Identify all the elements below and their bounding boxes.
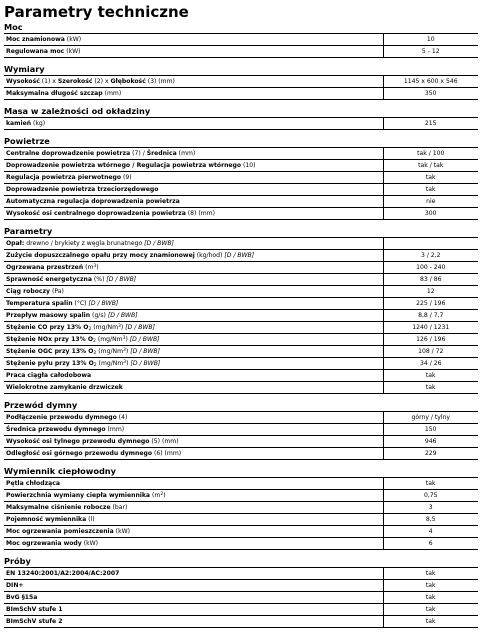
spec-label: DIN+ xyxy=(4,580,383,592)
section-title: Parametry xyxy=(4,226,53,236)
spec-value: 126 / 196 xyxy=(383,334,478,346)
spec-value: 8,8 / 7,7 xyxy=(383,310,478,322)
spec-value: tak xyxy=(383,604,478,616)
spec-row xyxy=(4,358,478,370)
spec-label: Podłączenie przewodu dymnego (4) xyxy=(4,412,383,424)
spec-row xyxy=(4,322,478,334)
spec-table xyxy=(4,477,478,550)
spec-value: tak / tak xyxy=(383,160,478,172)
spec-row xyxy=(4,490,478,502)
spec-row xyxy=(4,148,478,160)
spec-table xyxy=(4,411,478,460)
spec-value: tak xyxy=(383,568,478,580)
spec-label: Ogrzewana przestrzeń $(m^3)$ xyxy=(4,262,383,274)
spec-label: Moc znamionowa (kW) xyxy=(4,34,383,46)
spec-row xyxy=(4,286,478,298)
spec-row xyxy=(4,274,478,286)
spec-label: Automatyczna regulacja doprowadzenia powietrza xyxy=(4,196,383,208)
spec-value: tak xyxy=(383,382,478,394)
spec-table xyxy=(4,147,478,220)
spec-row xyxy=(4,448,478,460)
section-title: Powietrze xyxy=(4,136,50,146)
spec-value xyxy=(383,238,478,250)
spec-label: Przepływ masowy spalin (g/s) [D / BWB] xyxy=(4,310,383,322)
spec-table xyxy=(4,75,478,100)
spec-label: Maksymalne ciśnienie robocze (bar) xyxy=(4,502,383,514)
spec-value: 225 / 196 xyxy=(383,298,478,310)
spec-value: 100 - 240 xyxy=(383,262,478,274)
spec-value: 215 xyxy=(383,118,478,130)
spec-label: Wysokość osi tylnego przewodu dymnego (5) (mm) xyxy=(4,436,383,448)
spec-label: Ciąg roboczy (Pa) xyxy=(4,286,383,298)
spec-row xyxy=(4,514,478,526)
spec-row xyxy=(4,238,478,250)
spec-value: nie xyxy=(383,196,478,208)
spec-label: Regulacja powietrza pierwotnego (9) xyxy=(4,172,383,184)
spec-value: 83 / 86 xyxy=(383,274,478,286)
spec-label: Średnica przewodu dymnego (mm) xyxy=(4,424,383,436)
section-title: Próby xyxy=(4,556,31,566)
spec-label: Stężenie OGC przy 13% $O_2$ (mg/Nm$^3$) [D / BWB] xyxy=(4,346,383,358)
spec-value: tak xyxy=(383,370,478,382)
section-title: Masa w zależności od okładziny xyxy=(4,106,151,116)
spec-label: Praca ciągła całodobowa xyxy=(4,370,383,382)
spec-label: Odległość osi górnego przewodu dymnego (6) (mm) xyxy=(4,448,383,460)
spec-value: 12 xyxy=(383,286,478,298)
spec-row xyxy=(4,172,478,184)
spec-row xyxy=(4,424,478,436)
spec-row xyxy=(4,208,478,220)
spec-table xyxy=(4,33,478,58)
spec-row xyxy=(4,88,478,100)
spec-row xyxy=(4,346,478,358)
spec-value: 229 xyxy=(383,448,478,460)
spec-row xyxy=(4,118,478,130)
spec-label: Wysokość osi centralnego doprowadzenia powietrza (8) (mm) xyxy=(4,208,383,220)
spec-label: Stężenie CO przy 13% $O_2$ (mg/Nm$^3$) [D / BWB] xyxy=(4,322,383,334)
spec-row xyxy=(4,184,478,196)
spec-label: BImSchV stufe 1 xyxy=(4,604,383,616)
section-title: Moc xyxy=(4,22,23,32)
spec-value: 1240 / 1231 xyxy=(383,322,478,334)
spec-row xyxy=(4,592,478,604)
spec-row xyxy=(4,568,478,580)
spec-table xyxy=(4,567,478,628)
spec-label: Opał: drewno / brykiety z węgla brunatnego [D / BWB] xyxy=(4,238,383,250)
spec-row xyxy=(4,76,478,88)
spec-value: 3 / 2,2 xyxy=(383,250,478,262)
spec-value: 108 / 72 xyxy=(383,346,478,358)
spec-row xyxy=(4,262,478,274)
spec-value: tak xyxy=(383,616,478,628)
spec-label: Stężenie NOx przy 13% $O_2$ (mg/Nm$^3$) [D / BWB] xyxy=(4,334,383,346)
section-title: Przewód dymny xyxy=(4,400,78,410)
spec-row xyxy=(4,538,478,550)
spec-label: Doprowadzenie powietrza wtórnego / Regulacja powietrza wtórnego (10) xyxy=(4,160,383,172)
spec-row xyxy=(4,34,478,46)
spec-value: 150 xyxy=(383,424,478,436)
spec-value: górny / tylny xyxy=(383,412,478,424)
spec-row xyxy=(4,436,478,448)
spec-label: Sprawność energetyczna (%) [D / BWB] xyxy=(4,274,383,286)
spec-label: Pojemność wymiennika (l) xyxy=(4,514,383,526)
spec-value: tak xyxy=(383,184,478,196)
spec-label: Centralne doprowadzenie powietrza (7) / Średnica (mm) xyxy=(4,148,383,160)
spec-value: 946 xyxy=(383,436,478,448)
spec-value: 350 xyxy=(383,88,478,100)
spec-label: Wysokość (1) x Szerokość (2) x Głębokość (3) (mm) xyxy=(4,76,383,88)
spec-value: 5 - 12 xyxy=(383,46,478,58)
spec-table xyxy=(4,237,478,394)
spec-row xyxy=(4,370,478,382)
spec-label: Pętla chłodząca xyxy=(4,478,383,490)
spec-label: Maksymalna długość szczap (mm) xyxy=(4,88,383,100)
spec-value: 8,5 xyxy=(383,514,478,526)
spec-row xyxy=(4,196,478,208)
spec-value: tak xyxy=(383,580,478,592)
spec-row xyxy=(4,580,478,592)
spec-value: tak / 100 xyxy=(383,148,478,160)
spec-row xyxy=(4,250,478,262)
spec-label: Zużycie dopuszczalnego opału przy mocy znamionowej (kg/hod) [D / BWB] xyxy=(4,250,383,262)
spec-row xyxy=(4,160,478,172)
spec-label: kamień (kg) xyxy=(4,118,383,130)
spec-value: tak xyxy=(383,592,478,604)
spec-label: Stężenie pyłu przy 13% $O_2$ (mg/Nm$^3$) [D / BWB] xyxy=(4,358,383,370)
spec-value: 34 / 26 xyxy=(383,358,478,370)
spec-label: Wielokrotne zamykanie drzwiczek xyxy=(4,382,383,394)
spec-value: tak xyxy=(383,478,478,490)
spec-row xyxy=(4,478,478,490)
spec-label: Doprowadzenie powietrza trzeciorzędowego xyxy=(4,184,383,196)
spec-table xyxy=(4,117,478,130)
spec-label: Moc ogrzewania wody (kW) xyxy=(4,538,383,550)
spec-row xyxy=(4,334,478,346)
spec-row xyxy=(4,46,478,58)
spec-row xyxy=(4,502,478,514)
spec-value: 300 xyxy=(383,208,478,220)
spec-row xyxy=(4,310,478,322)
spec-value: 10 xyxy=(383,34,478,46)
spec-row xyxy=(4,298,478,310)
spec-value: 3 xyxy=(383,502,478,514)
spec-row xyxy=(4,616,478,628)
spec-label: BvG §15a xyxy=(4,592,383,604)
spec-label: BImSchV stufe 2 xyxy=(4,616,383,628)
spec-label: EN 13240:2001/A2:2004/AC:2007 xyxy=(4,568,383,580)
spec-label: Moc ogrzewania pomieszczenia (kW) xyxy=(4,526,383,538)
spec-value: tak xyxy=(383,172,478,184)
spec-row xyxy=(4,526,478,538)
spec-label: Temperatura spalin (°C) [D / BWB] xyxy=(4,298,383,310)
spec-row xyxy=(4,604,478,616)
spec-label: Regulowana moc (kW) xyxy=(4,46,383,58)
spec-value: 4 xyxy=(383,526,478,538)
spec-row xyxy=(4,382,478,394)
section-title: Wymiary xyxy=(4,64,45,74)
spec-label: Powierzchnia wymiany ciepła wymiennika $(m^2)$ xyxy=(4,490,383,502)
page-title: Parametry techniczne xyxy=(4,3,189,21)
spec-value: 0,75 xyxy=(383,490,478,502)
spec-value: 1145 x 600 x 546 xyxy=(383,76,478,88)
spec-content xyxy=(4,22,476,628)
spec-row xyxy=(4,412,478,424)
section-title: Wymiennik ciepłowodny xyxy=(4,466,116,476)
spec-value: 6 xyxy=(383,538,478,550)
